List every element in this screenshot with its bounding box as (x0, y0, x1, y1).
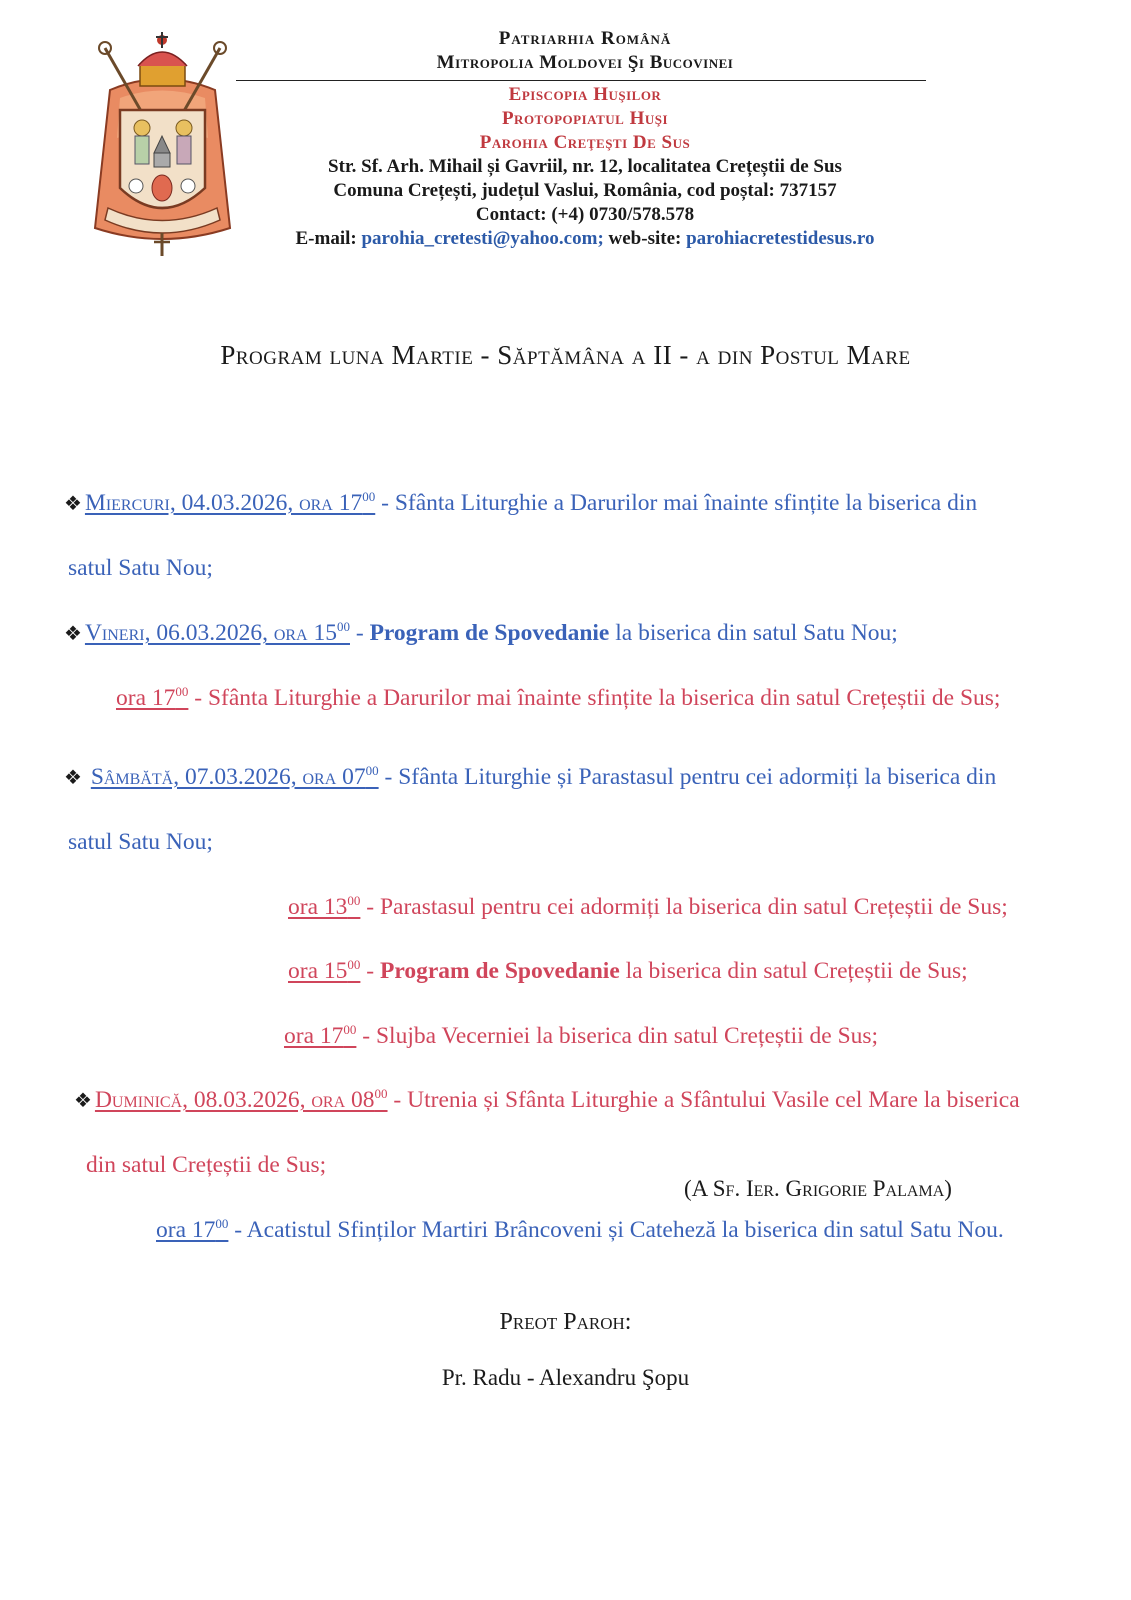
web-label: web-site: (608, 228, 682, 249)
header-email-web (240, 228, 930, 250)
time-label: ora $17^{00}$ (284, 1022, 357, 1049)
schedule-saturday-1700 (284, 1023, 878, 1050)
bullet-icon: ❖ (64, 623, 82, 645)
day-date: Duminică, 08.03.2026, ora $08^{00}$ (94, 1086, 388, 1113)
time-label: ora $17^{00}$ (116, 684, 189, 711)
signature-name: Pr. Radu - Alexandru Şopu (441, 1365, 690, 1390)
event-text: - Sfânta Liturghie a Darurilor mai înainte sfințite la biserica din satul Crețeștii de Sus; (188, 685, 1001, 711)
schedule-saturday (64, 764, 996, 791)
time-label: ora $13^{00}$ (288, 893, 361, 920)
header-deanery: Protopopiatul Huşi (501, 108, 669, 129)
event-text: - Acatistul Sfinților Martiri Brâncoveni și Cateheză la biserica din satul Satu Nou. (228, 1217, 1004, 1243)
day-date: Sâmbătă, 07.03.2026, ora $07^{00}$ (90, 763, 379, 790)
schedule-saturday-1500: ora $15^{00}$ - Program de Spovedanie la biserica din satul Crețeștii de Sus; (288, 957, 968, 984)
schedule-sunday (74, 1087, 1020, 1114)
bullet-icon: ❖ (74, 1090, 92, 1112)
episcopal-crest-icon (90, 28, 235, 258)
schedule-friday-1700 (116, 685, 1000, 712)
email-label: E-mail: (295, 228, 357, 249)
day-date: Miercuri, 04.03.2026, ora $17^{00}$ (84, 489, 376, 516)
time-label: ora $17^{00}$ (156, 1216, 229, 1243)
event-text: - Sfânta Liturghie și Parastasul pentru cei adormiți la biserica din (378, 764, 997, 790)
page-title: Program luna Martie - Săptămâna a II - a din Postul Mare (220, 340, 911, 370)
header-metropolis: Mitropolia Moldovei Şi Bucovinei (436, 52, 734, 73)
time-label: ora $15^{00}$ (288, 957, 361, 984)
schedule-saturday-cont: satul Satu Nou; (68, 829, 213, 855)
schedule-wednesday-cont: satul Satu Nou; (68, 555, 213, 581)
header-parish: Parohia Creţeşti De Sus (479, 132, 691, 153)
bullet-icon: ❖ (64, 493, 82, 515)
email-link[interactable]: parohia_cretesti@yahoo.com; (361, 228, 604, 249)
schedule-wednesday (64, 490, 977, 517)
schedule-sunday-cont: din satul Crețeștii de Sus; (86, 1152, 327, 1178)
header-address-commune: Comuna Crețești, județul Vaslui, România, cod poștal: 737157 (333, 180, 837, 201)
header-divider (236, 80, 926, 81)
event-text: la biserica din satul Crețeștii de Sus; (619, 958, 968, 984)
event-text: - Utrenia și Sfânta Liturghie a Sfântului Vasile cel Mare la biserica (387, 1087, 1020, 1113)
bullet-icon: ❖ (64, 767, 82, 789)
header-contact: Contact: (+4) 0730/578.578 (475, 204, 695, 225)
website-link[interactable]: parohiacretestidesus.ro (686, 228, 875, 249)
day-date: Vineri, 06.03.2026, ora $15^{00}$ (84, 619, 350, 646)
event-bold: Program de Spovedanie (369, 620, 610, 646)
signature-role: Preot Paroh: (499, 1309, 632, 1335)
schedule-sunday-1700 (156, 1217, 1004, 1244)
schedule-saturday-1300 (288, 894, 1008, 921)
header-diocese: Episcopia Huşilor (508, 84, 662, 105)
event-text: - Slujba Vecerniei la biserica din satul Crețeștii de Sus; (356, 1023, 879, 1049)
schedule-friday: ❖ Vineri, 06.03.2026, ora $15^{00}$ - Program de Spovedanie la biserica din satul Satu Nou; (64, 619, 898, 646)
feast-note: (A Sf. Ier. Grigorie Palama) (684, 1176, 952, 1201)
header-address-street: Str. Sf. Arh. Mihail și Gavriil, nr. 12, localitatea Crețeștii de Sus (328, 156, 842, 177)
event-bold: Program de Spovedanie (379, 958, 620, 984)
event-text: la biserica din satul Satu Nou; (609, 620, 898, 646)
header-patriarchate: Patriarhia Română (498, 28, 672, 49)
event-text: - Sfânta Liturghie a Darurilor mai înainte sfințite la biserica din (375, 490, 978, 516)
event-text: - Parastasul pentru cei adormiți la biserica din satul Crețeștii de Sus; (360, 894, 1008, 920)
